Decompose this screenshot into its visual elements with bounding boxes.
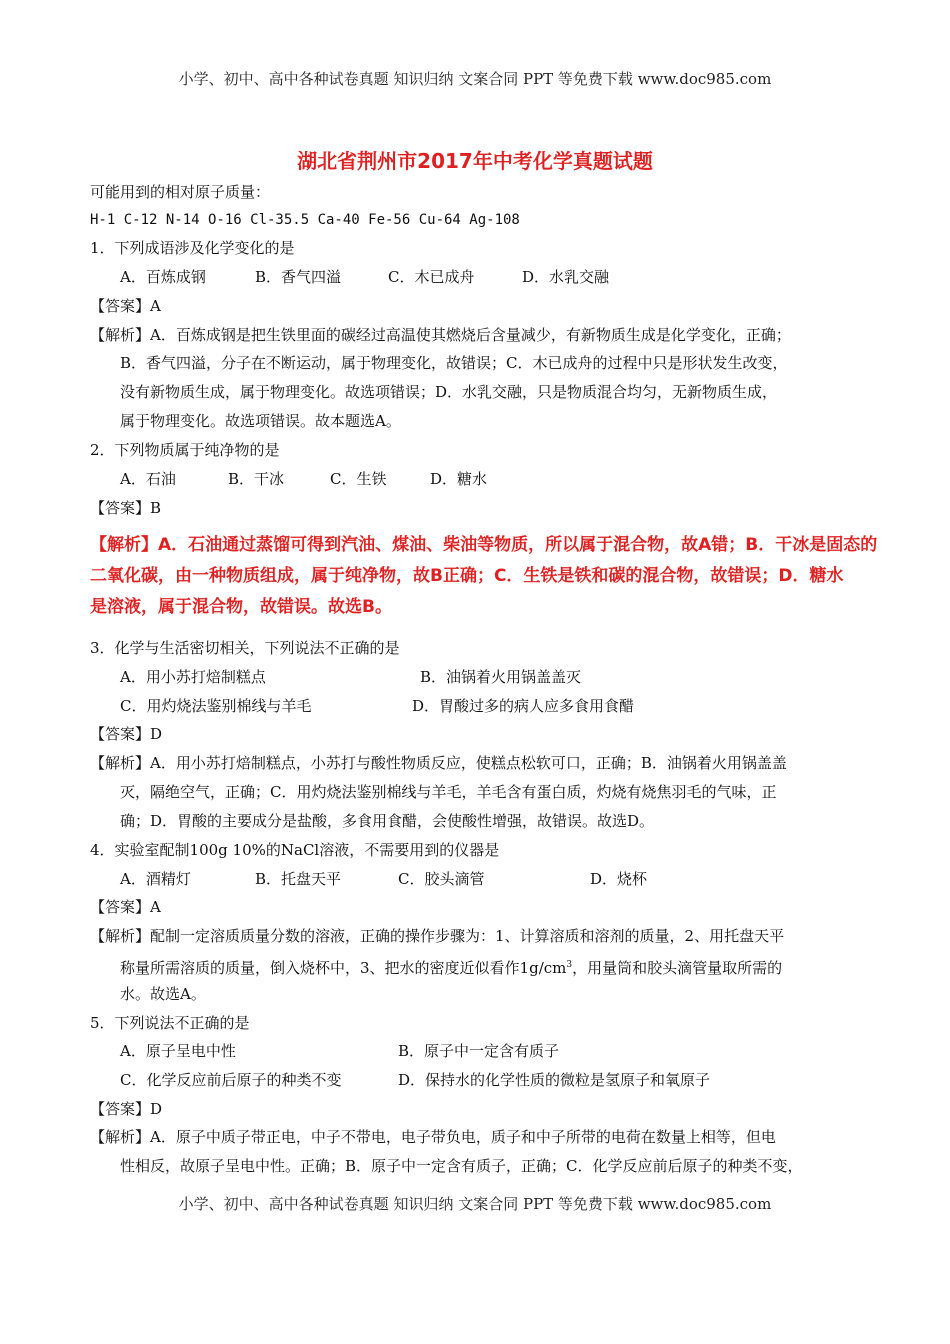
q2-option-d: D．糖水 <box>430 470 488 488</box>
q2-option-c: C．生铁 <box>330 470 387 488</box>
q5-option-b: B．原子中一定含有质子 <box>398 1042 560 1060</box>
q2-analysis-line: 二氧化碳，由一种物质组成，属于纯净物，故B正确；C．生铁是铁和碳的混合物，故错误；D．糖水 <box>90 566 844 586</box>
question-1-stem: 1．下列成语涉及化学变化的是 <box>90 239 295 257</box>
q2-analysis-line: 是溶液，属于混合物，故错误。故选B。 <box>90 597 392 617</box>
q4-option-b: B．托盘天平 <box>255 870 342 888</box>
q4-answer: 【答案】A <box>90 898 161 916</box>
atomic-masses: H-1 C-12 N-14 O-16 Cl-35.5 Ca-40 Fe-56 Cu-64 Ag-108 <box>90 212 520 228</box>
q3-option-b: B．油锅着火用锅盖盖灭 <box>420 668 582 686</box>
page-header: 小学、初中、高中各种试卷真题 知识归纳 文案合同 PPT 等免费下载 www.doc985.com <box>178 70 772 88</box>
q4-option-c: C．胶头滴管 <box>398 870 485 888</box>
q1-analysis-line: 【解析】A．百炼成钢是把生铁里面的碳经过高温使其燃烧后含量减少，有新物质生成是化学变化，正确； <box>90 326 791 344</box>
q1-option-d: D．水乳交融 <box>522 268 610 286</box>
q1-analysis-line: B．香气四溢，分子在不断运动，属于物理变化，故错误；C．木已成舟的过程中只是形状发生改变， <box>120 354 788 372</box>
q1-analysis-line: 属于物理变化。故选项错误。故本题选A。 <box>120 412 401 430</box>
intro-text: 可能用到的相对原子质量： <box>90 183 271 201</box>
q3-option-a: A．用小苏打焙制糕点 <box>120 668 266 686</box>
q5-option-c: C．化学反应前后原子的种类不变 <box>120 1071 342 1089</box>
q5-analysis-line: 性相反，故原子呈电中性。正确；B．原子中一定含有质子，正确；C．化学反应前后原子的种类不变， <box>120 1157 803 1175</box>
cubic-superscript: 3 <box>566 960 573 970</box>
q2-analysis <box>90 530 880 623</box>
question-3-stem: 3．化学与生活密切相关，下列说法不正确的是 <box>90 639 400 657</box>
q3-option-d: D．胃酸过多的病人应多食用食醋 <box>412 697 635 715</box>
q3-answer: 【答案】D <box>90 725 163 743</box>
q4-analysis-text: 称量所需溶质的质量，倒入烧杯中，3、把水的密度近似看作1g/cm <box>120 959 567 977</box>
q1-option-a: A．百炼成钢 <box>120 268 206 286</box>
q5-answer: 【答案】D <box>90 1100 163 1118</box>
page-title: 湖北省荆州市2017年中考化学真题试题 <box>297 149 653 173</box>
q4-option-d: D．烧杯 <box>590 870 648 888</box>
question-4-stem: 4．实验室配制100g 10%的NaCl溶液，不需要用到的仪器是 <box>90 841 500 859</box>
q3-analysis-line: 【解析】A．用小苏打焙制糕点，小苏打与酸性物质反应，使糕点松软可口，正确；B．油锅着火用锅盖盖 <box>90 754 787 772</box>
q2-option-a: A．石油 <box>120 470 176 488</box>
question-5-stem: 5．下列说法不正确的是 <box>90 1014 250 1032</box>
q3-analysis-line: 灭，隔绝空气，正确；C．用灼烧法鉴别棉线与羊毛，羊毛含有蛋白质，灼烧有烧焦羽毛的气味，正 <box>120 783 777 801</box>
q4-analysis-line: 【解析】配制一定溶质质量分数的溶液，正确的操作步骤为：1、计算溶质和溶剂的质量，2、用托盘天平 <box>90 927 785 945</box>
q4-analysis-line: 水。故选A。 <box>120 985 206 1003</box>
q5-option-a: A．原子呈电中性 <box>120 1042 236 1060</box>
q5-option-d: D．保持水的化学性质的微粒是氢原子和氧原子 <box>398 1071 711 1089</box>
q5-analysis-line: 【解析】A．原子中质子带正电，中子不带电，电子带负电，质子和中子所带的电荷在数量上相等，但电 <box>90 1128 776 1146</box>
q1-option-b: B．香气四溢 <box>255 268 342 286</box>
q2-analysis-line: 【解析】A．石油通过蒸馏可得到汽油、煤油、柴油等物质，所以属于混合物，故A错；B．干冰是固态的 <box>90 535 878 555</box>
q1-answer: 【答案】A <box>90 297 161 315</box>
q1-analysis-line: 没有新物质生成，属于物理变化。故选项错误；D．水乳交融，只是物质混合均匀，无新物质生成， <box>120 383 778 401</box>
q3-option-c: C．用灼烧法鉴别棉线与羊毛 <box>120 697 312 715</box>
q1-option-c: C．木已成舟 <box>388 268 475 286</box>
q4-analysis-text: ，用量筒和胶头滴管量取所需的 <box>572 959 783 977</box>
q2-answer: 【答案】B <box>90 499 162 517</box>
q2-option-b: B．干冰 <box>228 470 285 488</box>
q4-option-a: A．酒精灯 <box>120 870 191 888</box>
q4-analysis-line-2 <box>120 955 782 978</box>
question-2-stem: 2．下列物质属于纯净物的是 <box>90 441 280 459</box>
page-footer: 小学、初中、高中各种试卷真题 知识归纳 文案合同 PPT 等免费下载 www.doc985.com <box>178 1195 772 1213</box>
q3-analysis-line: 确；D．胃酸的主要成分是盐酸，多食用食醋，会使酸性增强，故错误。故选D。 <box>120 812 655 830</box>
